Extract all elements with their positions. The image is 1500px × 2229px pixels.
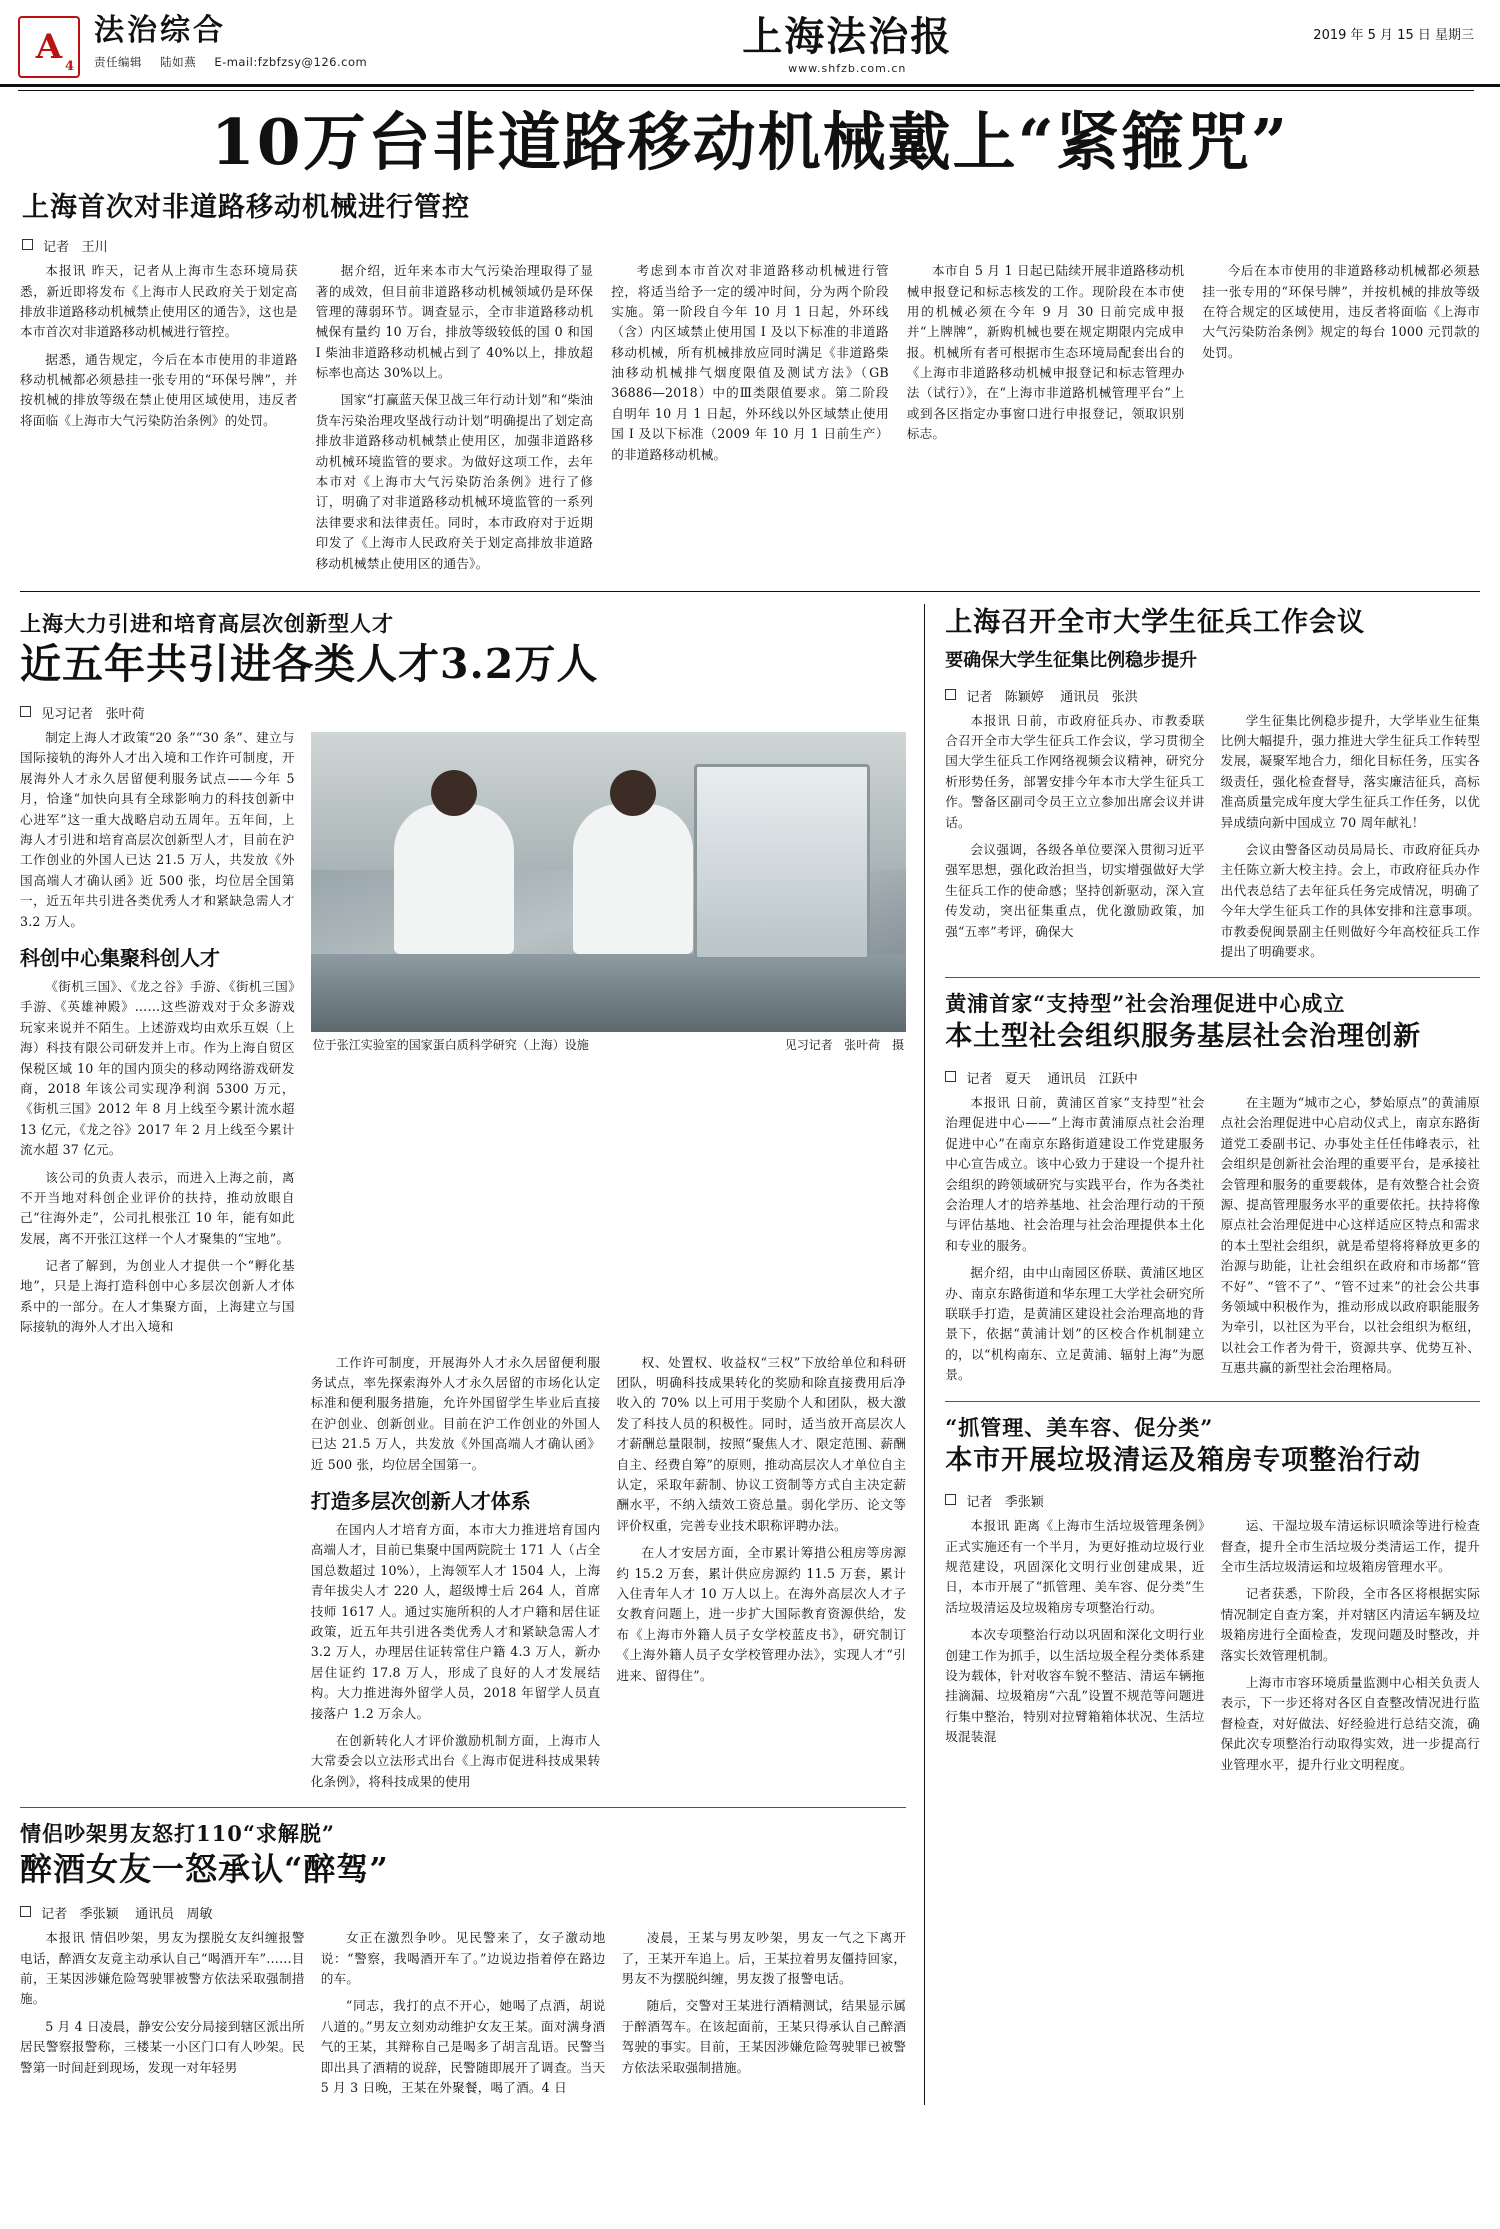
talent-bottom-row (20, 1353, 906, 1799)
garbage-byline-name: 季张颖 (1004, 1495, 1044, 1511)
lab-photo (311, 732, 906, 1032)
middle-section (0, 604, 1500, 2105)
drunk-para: 本报讯 情侣吵架，男友为摆脱女友纠缠报警电话，醉酒女友竟主动承认自己“喝酒开车”……目前，王某因涉嫌危险驾驶罪被警方依法采取强制措施。 (20, 1930, 305, 2007)
talent-article (20, 604, 925, 2105)
drunk-byline (20, 1903, 213, 1922)
garbage-para: 上海市市容环境质量监测中心相关负责人表示，下一步还将对各区自查整改情况进行监督检查，对好做法、好经验进行总结交流，确保此次专项整治行动取得实效，进一步提高行业管理水平，提升行业文明程度。 (1220, 1674, 1480, 1772)
talent-byline-label: 见习记者 (41, 707, 94, 723)
talent-para: 《街机三国》、《龙之谷》手游、《街机三国》手游、《英雄神殿》……这些游戏对于众多游戏玩家来说并不陌生。上述游戏均由欢乐互娱（上海）科技有限公司研发并上市。作为上海自贸区保税区域 10 年的国内顶尖的移动网络游戏研发商，2018 年该公司实现净利润 5300 万元，《街机三国》2012 年 8 月上线至今累计流水超 13 亿元，《龙之谷》2017 年 2 月上线至今累计流水超 37 亿元。 (20, 979, 295, 1158)
governance-columns (945, 1093, 1480, 1392)
talent-para: 在人才安居方面，全市累计筹措公租房等房源约 15.2 万套，累计供应房源约 11.5 万套，累计入住青年人才 10 万人以上。在海外高层次人才子女教育问题上，进一步扩大国际教育资源供给，发布《上海市外籍人员子女学校蓝皮书》，研究制订《上海外籍人员子女学校管理办法》，实现人才“引进来、留得住”。 (616, 1545, 907, 1683)
talent-para: 权、处置权、收益权“三权”下放给单位和科研团队，明确科技成果转化的奖励和除直接费用后净收入的 70% 以上可用于奖励个人和团队，极大激发了科技人员的积极性。同时，适当放开高层次人才薪酬总量限制，按照“聚焦人才、限定范围、薪酬自主、经费自筹”的原则，推动高层次人才单位自主认定，采取年薪制、协议工资制等方式自主决定薪酬水平，不纳入绩效工资总量。弱化学历、论文等评价权重，完善专业技术职称评聘办法。 (616, 1354, 907, 1533)
conscript-para: 会议强调，各级各单位要深入贯彻习近平强军思想，强化政治担当，切实增强做好大学生征兵工作的使命感；坚持创新驱动，深入宣传发动，突出征集重点，优化激励政策，加强“五率”考评，确保大 (945, 842, 1205, 939)
drunk-para: “同志，我打的点不开心，她喝了点酒，胡说八道的。”男友立刻劝动维护女友王某。面对满身酒气的王某，其辩称自己是喝多了胡言乱语。民警当即出具了酒精的说辞，民警随即展开了调查。当天 5 月 3 日晚，王某在外聚餐，喝了酒。4 日 (320, 1998, 606, 2095)
drunk-col-1 (20, 1928, 305, 2105)
conscript-columns (945, 711, 1480, 970)
talent-col-3 (616, 1353, 906, 1799)
governance-para: 在主题为“城市之心，梦始原点”的黄浦原点社会治理促进中心启动仪式上，南京东路街道党工委副书记、办事处主任任伟峰表示，社会组织是创新社会治理的重要平台，是承接社会管理和服务的重要载体，是有效整合社会资源、提高管理服务水平的重要依托。扶持将像原点社会治理促进中心这样适应区特点和需求的本土型社会组织，就是希望将将释放更多的治源与助能，让社会组织在政府和市场都“管不好”、“管不了”、“管不过来”的社会公共事务领域中积极作为，推动形成以政府职能服务为牵引，以社区为平台，以社会组织为枢纽，以社会工作者为骨干，资源共享、优势互补、互惠共赢的新型社会治理格局。 (1220, 1095, 1480, 1376)
talent-para: 工作许可制度，开展海外人才永久居留便利服务试点，率先探索海外人才永久居留的市场化认定标准和便利服务措施，允许外国留学生毕业后直接在沪创业、创新创业。目前在沪工作创业的外国人已达 21.5 万人，共发放《外国高端人才确认函》近 500 张，均位居全国第一。 (310, 1354, 601, 1472)
photo-credit-label: 见习记者 (784, 1038, 833, 1053)
garbage-columns (945, 1516, 1480, 1782)
lead-col-5 (1202, 261, 1480, 581)
drunk-article (20, 1818, 906, 2105)
photo-credit-name: 张叶荷 摄 (844, 1038, 905, 1053)
talent-byline-name: 张叶荷 (105, 707, 145, 723)
lead-byline (22, 236, 108, 255)
conscript-title: 上海召开全市大学生征兵工作会议 (945, 607, 1366, 638)
talent-para: 在国内人才培育方面，本市大力推进培育国内高端人才，目前已集聚中国两院院士 171 人（占全国总数超过 10%），上海领军人才 1504 人，上海青年拔尖人才 220 人，超级博士后 264 人，首席技师 1617 人。通过实施所积的人才户籍和居住证政策，近五年共引进各类优秀人才和紧缺急需人才 3.2 万人，办理居住证转常住户籍 4.3 万人，新办居住证约 17.8 万人，形成了良好的人才发展结构。大力推进海外留学人员，2018 年留学人员直接落户 1.2 万余人。 (310, 1521, 601, 1721)
governance-byline (945, 1068, 1138, 1087)
lead-columns (0, 261, 1500, 581)
talent-photo-wrap (311, 732, 906, 1054)
garbage-para: 运、干湿垃圾车清运标识喷涂等进行检查督查，提升全市生活垃圾分类清运工作，提升全市生活垃圾清运和垃圾箱房管理水平。 (1220, 1518, 1480, 1574)
drunk-title: 醉酒女友一怒承认“醉驾” (20, 1850, 389, 1889)
talent-title: 近五年共引进各类人才3.2万人 (20, 640, 599, 688)
talent-para: 该公司的负责人表示，而进入上海之前，离不开当地对科创企业评价的扶持，推动放眼自己“往海外走”，公司扎根张江 10 年，能有如此发展，离不开张江这样一个人才聚集的“宝地”。 (20, 1169, 295, 1246)
byline-marker-icon (20, 1906, 31, 1917)
governance-byline2-name: 江跃中 (1098, 1072, 1138, 1088)
lead-para: 据介绍，近年来本市大气污染治理取得了显著的成效，但目前非道路移动机械领域仍是环保管理的薄弱环节。调查显示，全市非道路移动机械保有量约 10 万台，排放等级较低的国 0 和国 I 柴油非道路移动机械占到了 40%以上，排放超标率也高达 30%以上。 (315, 263, 594, 381)
right-divider-1 (945, 977, 1480, 978)
byline-marker-icon (945, 1071, 956, 1082)
right-column (945, 604, 1480, 2105)
drunk-byline2-label: 通讯员 (135, 1907, 175, 1923)
talent-sub-2: 打造多层次创新人才体系 (310, 1488, 531, 1513)
governance-article (945, 988, 1480, 1392)
conscript-para: 会议由警备区动员局局长、市政府征兵办主任陈立新大校主持。会上，市政府征兵办作出代表总结了去年征兵任务完成情况，明确了今年大学生征兵工作的具体安排和注意事项。市教委倪闽景副主任则做好今年高校征兵工作提出了明确要求。 (1220, 842, 1480, 959)
conscript-col-1 (945, 711, 1204, 970)
lead-col-4 (907, 261, 1185, 581)
talent-byline (20, 703, 145, 722)
governance-col-2 (1221, 1093, 1480, 1392)
page-badge-number: 4 (64, 59, 74, 74)
conscript-col-2 (1221, 711, 1480, 970)
drunk-col-2 (321, 1928, 606, 2105)
lead-para: 据悉，通告规定，今后在本市使用的非道路移动机械都必须悬挂一张专用的“环保号牌”，并按机械的排放等级在禁止使用区域使用，违反者将面临《上海市大气污染防治条例》的处罚。 (20, 351, 298, 428)
lead-para: 本报讯 昨天，记者从上海市生态环境局获悉，新近即将发布《上海市人民政府关于划定高排放非道路移动机械禁止使用区的通告》，这也是本市首次对非道路移动机械进行管控。 (20, 263, 298, 340)
governance-byline-name: 夏天 (1004, 1072, 1031, 1088)
lead-col-1 (20, 261, 298, 581)
photo-bench (311, 954, 906, 1032)
section-divider (20, 591, 1480, 592)
photo-person (573, 804, 693, 954)
garbage-byline-label: 记者 (966, 1495, 993, 1511)
byline-marker-icon (20, 706, 31, 717)
lead-para: 今后在本市使用的非道路移动机械都必须悬挂一张专用的“环保号牌”，并按机械的排放等级在符合规定的区域使用，违反者将面临《上海市大气污染防治条例》规定的每台 1000 元罚款的处罚。 (1202, 263, 1480, 360)
paper-url[interactable]: www.shfzb.com.cn (788, 62, 907, 75)
garbage-para: 本次专项整治行动以巩固和深化文明行业创建工作为抓手，以生活垃圾全程分类体系建设为载体，针对收容车貌不整洁、清运车辆拖挂滴漏、垃圾箱房“六乱”设置不规范等问题进行集中整治，特别对拉臂箱箱体状况、生活垃圾混装混 (945, 1627, 1205, 1745)
lead-subhead: 上海首次对非道路移动机械进行管控 (22, 192, 470, 224)
editor-name: 陆如燕 (160, 55, 197, 69)
conscript-byline-name: 陈颖婷 (1004, 689, 1044, 705)
drunk-para: 5 月 4 日凌晨，静安公安分局接到辖区派出所居民警察报警称，三楼某一小区门口有人吵架。民警第一时间赶到现场，发现一对年轻男 (20, 2018, 305, 2075)
lead-para: 本市自 5 月 1 日起已陆续开展非道路移动机械申报登记和标志核发的工作。现阶段在本市使用的机械必须在今年 9 月 30 日前完成申报并“上牌牌”，新购机械也要在规定期限内完成申报。机械所有者可根据市生态环境局配套出台的《上海市非道路移动机械申报登记和标志管理办法（试行）》，在“上海市非道路机械管理平台”上或到各区指定办事窗口进行申报登记，领取识别标志。 (906, 263, 1185, 442)
photo-person (394, 804, 514, 954)
talent-col-1 (20, 728, 295, 1345)
governance-byline2-label: 通讯员 (1047, 1072, 1087, 1088)
left-divider (20, 1807, 906, 1808)
talent-col-2 (311, 1353, 601, 1799)
byline-marker-icon (22, 239, 33, 250)
lead-col-3 (611, 261, 889, 581)
garbage-para: 记者获悉，下阶段，全市各区将根据实际情况制定自查方案，并对辖区内清运车辆及垃圾箱房进行全面检查，发现问题及时整改，并落实长效管理机制。 (1220, 1586, 1480, 1663)
garbage-col-1 (945, 1516, 1204, 1782)
garbage-kicker: “抓管理、美车容、促分类” (945, 1414, 1214, 1440)
drunk-columns (20, 1928, 906, 2105)
garbage-byline (945, 1491, 1044, 1510)
garbage-para: 本报讯 距离《上海市生活垃圾管理条例》正式实施还有一个半月，为更好推动垃圾行业规范建设，巩固深化文明行业创建成果，近日，本市开展了“抓管理、美车容、促分类”生活垃圾清运及垃圾箱房专项整治行动。 (945, 1518, 1205, 1615)
talent-photo-block (311, 728, 906, 1345)
drunk-byline-label: 记者 (41, 1907, 68, 1923)
talent-sub-1: 科创中心集聚科创人才 (20, 946, 220, 970)
drunk-para: 随后，交警对王某进行酒精测试，结果显示属于醉酒驾车。在该起面前，王某只得承认自己醉酒驾驶的事实。目前，王某因涉嫌危险驾驶罪已被警方依法采取强制措施。 (621, 1998, 907, 2075)
page-badge-letter: A (35, 27, 63, 67)
governance-kicker: 黄浦首家“支持型”社会治理促进中心成立 (945, 991, 1346, 1017)
talent-kicker: 上海大力引进和培育高层次创新型人才 (20, 611, 394, 636)
drunk-col-3 (621, 1928, 906, 2105)
drunk-byline2-name: 周敏 (186, 1907, 213, 1923)
right-divider-2 (945, 1401, 1480, 1402)
talent-para: 制定上海人才政策“20 条”“30 条”、建立与国际接轨的海外人才出入境和工作许可制度，开展海外人才永久居留便利服务试点——今年 5 月，恰逢“加快向具有全球影响力的科技创新中心进军”这一重大战略启动五周年。五年间，上海人才引进和培育高层次创新型人才，目前在沪工作创业的外国人已达 21.5 万人，共发放《外国高端人才确认函》近 500 张，均位居全国第一，近五年共引进各类优秀人才和紧缺急需人才 3.2 万人。 (20, 730, 295, 929)
masthead-center (381, 14, 1313, 75)
governance-byline-label: 记者 (966, 1072, 993, 1088)
masthead (0, 0, 1500, 87)
garbage-article (945, 1412, 1480, 1782)
lead-col-2 (316, 261, 594, 581)
lead-para: 考虑到本市首次对非道路移动机械进行管控，将适当给予一定的缓冲时间，分为两个阶段实施。第一阶段自今年 10 月 1 日起，外环线（含）内区域禁止使用国 I 及以下标准的非道路移动机械，所有机械排放应同时满足《非道路柴油移动机械排气烟度限值及测试方法》（GB 36886—2018）中的Ⅲ类限值要求。第二阶段自明年 10 月 1 日起，外环线以外区域禁止使用国 I 及以下标准（2009 年 10 月 1 日前生产）的非道路移动机械。 (611, 263, 889, 462)
byline-marker-icon (945, 1494, 956, 1505)
conscript-article (945, 608, 1480, 969)
page-number-badge (18, 16, 80, 78)
conscript-byline (945, 686, 1138, 705)
lead-byline-label: 记者 (43, 240, 70, 256)
conscript-byline-label: 记者 (966, 689, 993, 705)
masthead-left (18, 14, 381, 78)
photo-caption-row (311, 1032, 906, 1054)
talent-top-row (20, 728, 906, 1345)
conscript-byline2-name: 张洪 (1111, 689, 1138, 705)
drunk-para: 凌晨，王某与男友吵架，男友一气之下离开了，王某开车追上。后，王某拉着男友僵持回家，男友不为摆脱纠缠，男友拨了报警电话。 (621, 1930, 907, 1987)
lead-byline-name: 王川 (81, 240, 108, 256)
photo-caption: 位于张江实验室的国家蛋白质科学研究（上海）设施 (312, 1038, 589, 1053)
editor-email: E-mail:fzbfzsy@126.com (214, 55, 368, 69)
section-title: 法治综合 (94, 13, 226, 48)
byline-marker-icon (945, 689, 956, 700)
lead-headline: 10万台非道路移动机械戴上“紧箍咒” (210, 105, 1290, 179)
talent-bottom-col-1 (20, 1353, 295, 1799)
editor-label: 责任编辑 (94, 55, 142, 69)
garbage-title: 本市开展垃圾清运及箱房专项整治行动 (945, 1444, 1422, 1476)
issue-date: 2019 年 5 月 15 日 星期三 (1313, 28, 1474, 43)
photo-equipment (694, 764, 870, 960)
talent-para: 记者了解到，为创业人才提供一个“孵化基地”，只是上海打造科创中心多层次创新人才体系中的一部分。在人才集聚方面，上海建立与国际接轨的海外人才出入境和 (20, 1258, 295, 1335)
conscript-subhead: 要确保大学生征集比例稳步提升 (945, 649, 1198, 671)
garbage-col-2 (1221, 1516, 1480, 1782)
editor-info (94, 54, 381, 70)
photo-credit (785, 1036, 904, 1054)
drunk-para: 女正在激烈争吵。见民警来了，女子激动地说：“警察，我喝酒开车了。”边说边指着停在路边的车。 (320, 1930, 606, 1987)
conscript-para: 本报讯 日前，市政府征兵办、市教委联合召开全市大学生征兵工作会议，学习贯彻全国大学生征兵工作网络视频会议精神，研究分析形势任务，部署安排今年本市大学生征兵工作。警备区副司令员王立立参加出席会议并讲话。 (945, 712, 1205, 830)
governance-para: 本报讯 日前，黄浦区首家“支持型”社会治理促进中心——“上海市黄浦原点社会治理促进中心”在南京东路街道建设工作党建服务中心宣告成立。该中心致力于建设一个提升社会组织的跨领域研究与实践平台，作为各类社会治理人才的培养基地、社会治理行动的干预与评估基地、社会治理与社会治理提供本土化和专业的服务。 (945, 1095, 1205, 1253)
paper-name: 上海法治报 (742, 13, 953, 60)
drunk-byline-name: 季张颖 (79, 1907, 119, 1923)
governance-title: 本土型社会组织服务基层社会治理创新 (945, 1021, 1422, 1053)
conscript-byline2-label: 通讯员 (1060, 689, 1100, 705)
governance-col-1 (945, 1093, 1204, 1392)
drunk-kicker: 情侣吵架男友怒打110“求解脱” (20, 1821, 335, 1847)
governance-para: 据介绍，由中山南园区侨联、黄浦区地区办、南京东路街道和华东理工大学社会研究所联联手打造，是黄浦区建设社会治理高地的背景下，依据“黄浦计划”的区校合作机制建立的，以“机构南东、立足黄浦、辐射上海”为愿景。 (945, 1265, 1205, 1383)
conscript-para: 学生征集比例稳步提升，大学毕业生征集比例大幅提升，强力推进大学生征兵工作转型发展，凝聚军地合力，细化目标任务，压实各级责任，强化检查督导，落实廉洁征兵，高标准高质量完成年度大学生征兵工作任务，以优异成绩向新中国成立 70 周年献礼！ (1220, 712, 1480, 830)
lead-para: 国家“打赢蓝天保卫战三年行动计划”和“柴油货车污染治理攻坚战行动计划”明确提出了划定高排放非道路移动机械禁止使用区，加强非道路移动机械环境监管的要求。为做好这项工作，去年本市对《上海市大气污染防治条例》进行了修订，明确了对非道路移动机械环境监管的一系列法律要求和法律责任。同时，本市政府对于近期印发了《上海市人民政府关于划定高排放非道路移动机械禁止使用区的通告》。 (315, 392, 594, 571)
talent-para: 在创新转化人才评价激励机制方面，上海市人大常委会以立法形式出台《上海市促进科技成果转化条例》，将科技成果的使用 (310, 1732, 601, 1789)
